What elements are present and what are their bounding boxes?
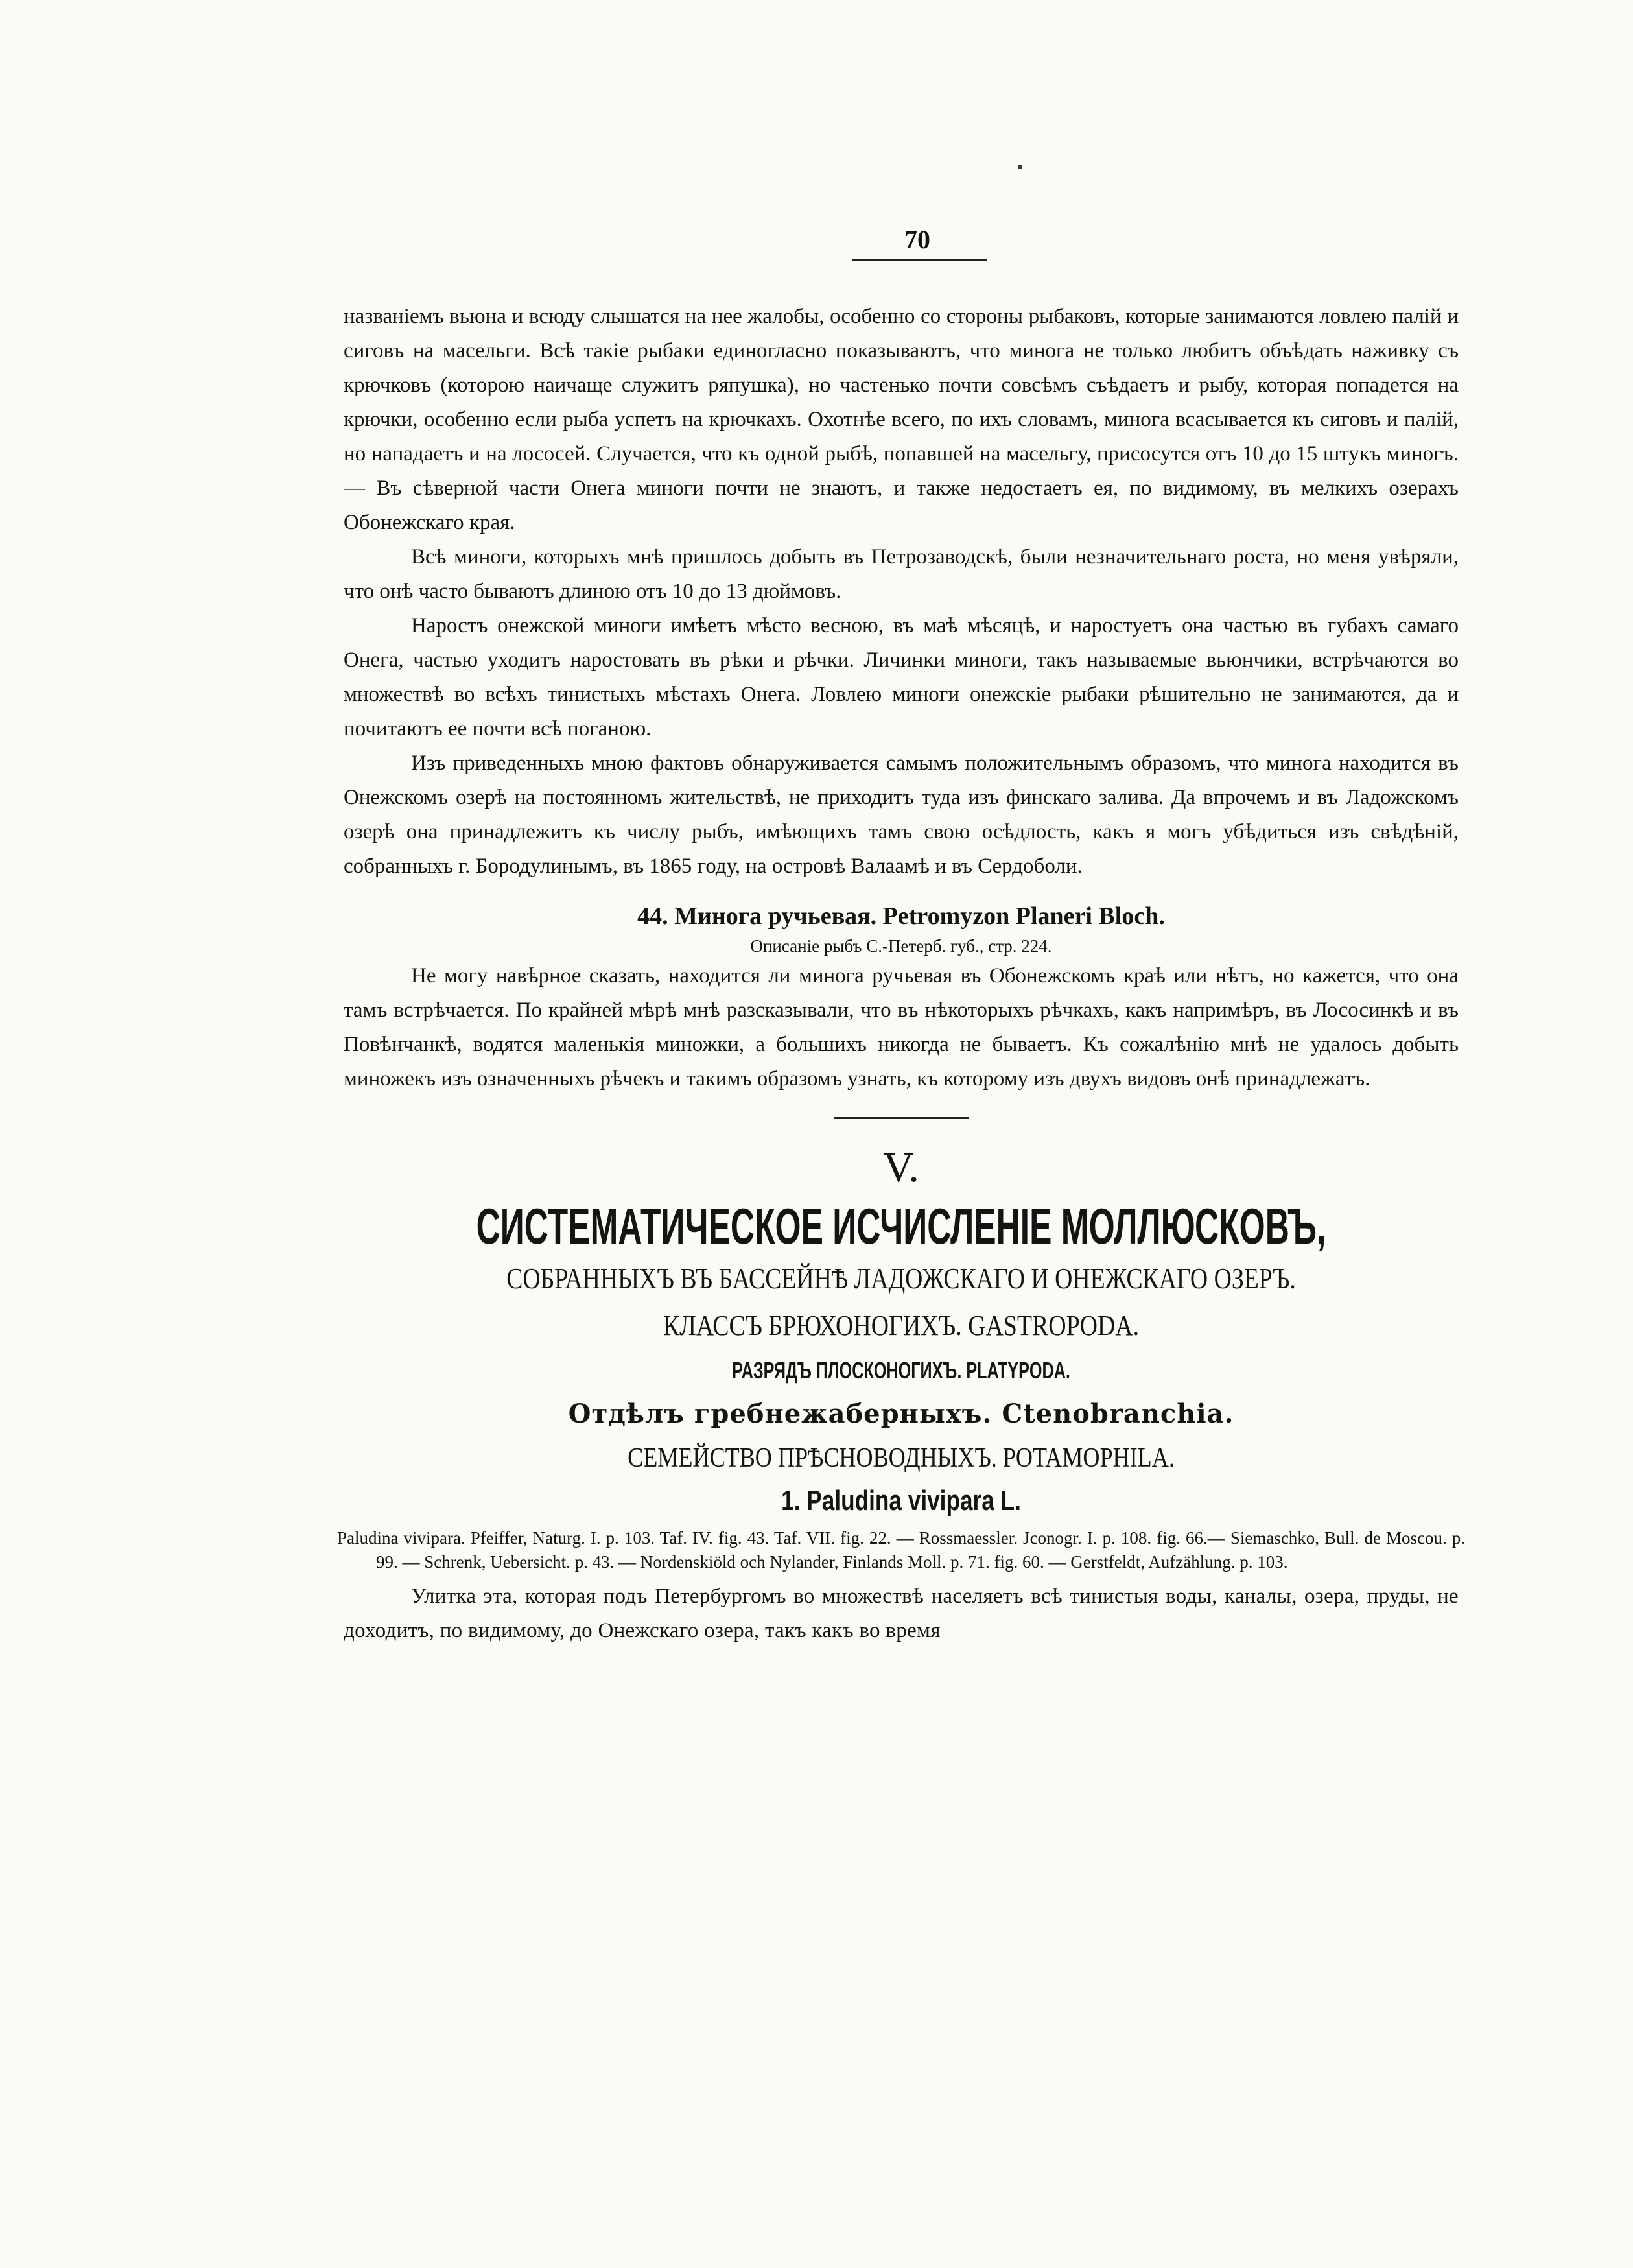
text-column (337, 300, 1465, 1648)
section-title: СИСТЕМАТИЧЕСКОЕ ИСЧИСЛЕНІЕ МОЛЛЮСКОВЪ, (476, 1198, 1326, 1255)
fish-species-reference: Описаніе рыбъ С.-Петерб. губ., стр. 224. (750, 936, 1052, 956)
family-title: СЕМЕЙСТВО ПРѢСНОВОДНЫХЪ. POTAMOPHILA. (628, 1443, 1175, 1473)
division-title: Отдѣлъ гребнежаберныхъ. Ctenobranchia. (568, 1399, 1234, 1429)
species-synonymy: Paludina vivipara. Pfeiffer, Naturg. I. p. 103. Taf. IV. fig. 43. Taf. VII. fig. 22. — Rossmaessler. Jconogr. I. p. 108. fig. 66.— Siemaschko, Bull. de Moscou. p. 99. — Schrenk, Uebersicht. p. 43. — Nordenskiöld och Nylander, Finlands Moll. p. 71. fig. 60. — Gerstfeldt, Aufzählung. p. 103. (337, 1528, 1465, 1572)
paragraph-continued: названіемъ вьюна и всюду слышатся на нее жалобы, особенно со стороны рыбаковъ, которые занимаются ловлею палій и сиговъ на масельги. Всѣ такіе рыбаки единогласно показываютъ, что минога не только любитъ объѣдать наживку съ крючковъ (которою наичаще служитъ ряпушка), но частенько почти совсѣмъ съѣдаетъ и рыбу, которая попадется на крючки, особенно если рыба успетъ на крючкахъ. Охотнѣе всего, по ихъ словамъ, минога всасывается къ сиговъ и палій, но нападаетъ и на лососей. Случается, что къ одной рыбѣ, попавшей на масельгу, присосутся отъ 10 до 15 штукъ миногъ. — Въ сѣверной части Онега миноги почти не знаютъ, и также недостаетъ ея, по видимому, въ мелкихъ озерахъ Обонежскаго края. (344, 305, 1459, 534)
section-divider-rule (834, 1117, 969, 1119)
section-number: V. (883, 1144, 919, 1191)
page-speck (1018, 165, 1022, 169)
paragraph-size: Всѣ миноги, которыхъ мнѣ пришлось добыть въ Петрозаводскѣ, были незначительнаго роста, но меня увѣряли, что онѣ часто бываютъ длиною отъ 10 до 13 дюймовъ. (344, 545, 1459, 603)
paragraph-conclusion: Изъ приведенныхъ мною фактовъ обнаруживается самымъ положительнымъ образомъ, что минога находится въ Онежскомъ озерѣ на постоянномъ жительствѣ, не приходитъ туда изъ финскаго залива. Да впрочемъ и въ Ладожскомъ озерѣ она принадлежитъ къ числу рыбъ, имѣющихъ тамъ свою осѣдлость, какъ я могъ убѣдиться изъ свѣдѣній, собранныхъ г. Бородулинымъ, въ 1865 году, на островѣ Валаамѣ и въ Сердоболи. (344, 751, 1459, 878)
class-title: КЛАССЪ БРЮХОНОГИХЪ. GASTROPODA. (663, 1310, 1140, 1341)
page-number-rule (852, 259, 987, 261)
page-number: 70 (904, 225, 930, 254)
species-paragraph: Улитка эта, которая подъ Петербургомъ во множествѣ населяетъ всѣ тинистыя воды, каналы, озера, пруды, не доходитъ, по видимому, до Онежскаго озера, такъ какъ во время (344, 1585, 1459, 1642)
fish-species-heading: 44. Минога ручьевая. Petromyzon Planeri Bloch. (637, 903, 1165, 930)
paragraph-spawning: Наростъ онежской миноги имѣетъ мѣсто весною, въ маѣ мѣсяцѣ, и наростуетъ она частью въ губахъ самаго Онега, частью уходитъ наростовать въ рѣки и рѣчки. Личинки миноги, такъ называемые вьюнчики, встрѣчаются во множествѣ во всѣхъ тинистыхъ мѣстахъ Онега. Ловлею миноги онежскіе рыбаки рѣшительно не занимаются, да и почитаютъ ее почти всѣ поганою. (344, 614, 1459, 740)
section-subtitle: СОБРАННЫХЪ ВЪ БАССЕЙНѢ ЛАДОЖСКАГО И ОНЕЖСКАГО ОЗЕРЪ. (506, 1262, 1296, 1295)
species-title: 1. Paludina vivipara L. (781, 1485, 1021, 1517)
order-title: РАЗРЯДЪ ПЛОСКОНОГИХЪ. PLATYPODA. (732, 1357, 1070, 1384)
fish-species-paragraph: Не могу навѣрное сказать, находится ли минога ручьевая въ Обонежскомъ краѣ или нѣтъ, но кажется, что она тамъ встрѣчается. По крайней мѣрѣ мнѣ разсказывали, что въ нѣкоторыхъ рѣчкахъ, какъ напримѣръ, въ Лососинкѣ и въ Повѣнчанкѣ, водятся маленькія миножки, а большихъ никогда не бываетъ. Къ сожалѣнію мнѣ не удалось добыть миножекъ изъ означенныхъ рѣчекъ и такимъ образомъ узнать, къ которому изъ двухъ видовъ онѣ принадлежатъ. (344, 964, 1459, 1091)
